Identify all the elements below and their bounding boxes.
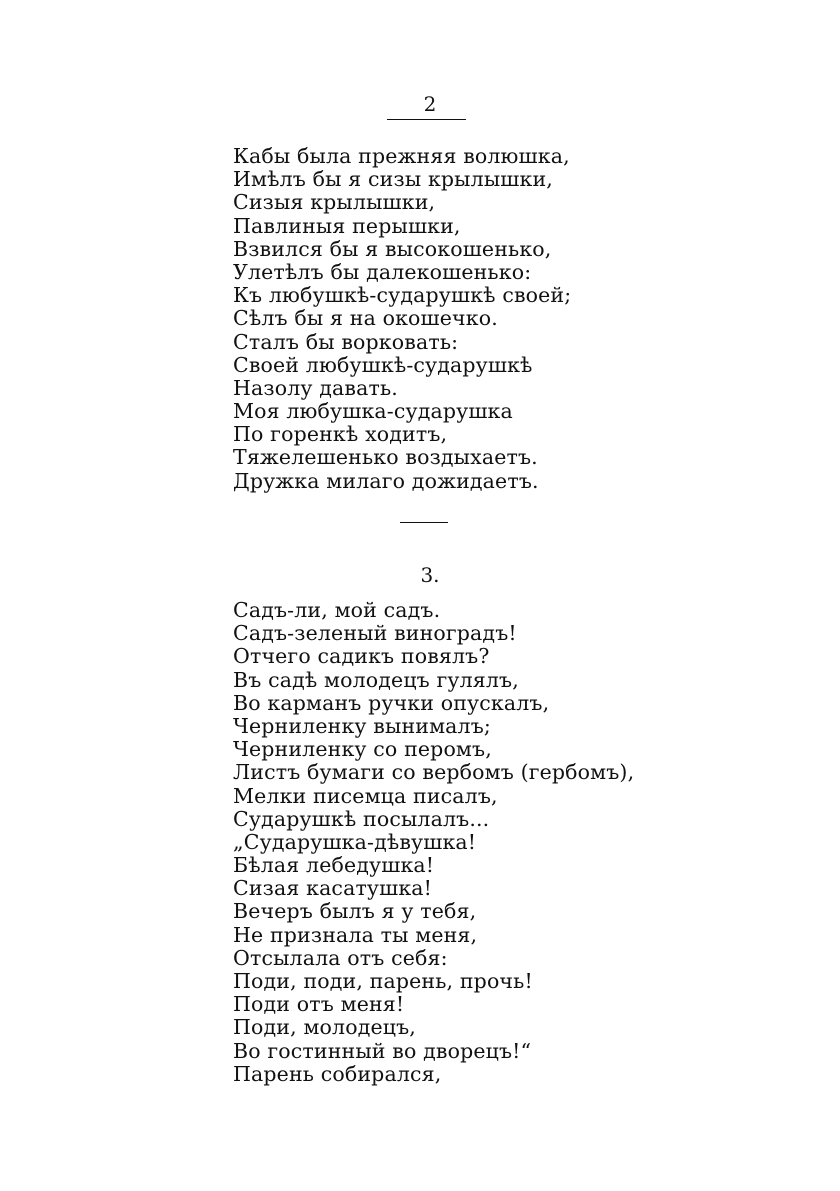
section-number: 3. (420, 563, 440, 587)
poem-line: Къ любушкѣ-сударушкѣ своей; (233, 283, 572, 308)
poem-line: Сударушкѣ посылалъ... (233, 806, 490, 831)
poem-line: Въ садѣ молодецъ гулялъ, (233, 667, 519, 692)
poem-line: Назолу давать. (233, 375, 398, 400)
poem-line: Моя любушка-сударушка (233, 399, 513, 424)
poem-line: Отчего садикъ повялъ? (233, 644, 490, 669)
poem-line: Поди, молодецъ, (233, 1015, 416, 1040)
poem-line: Поди отъ меня! (233, 992, 405, 1017)
poem-line: Не признала ты меня, (233, 922, 478, 947)
poem-line: Взвился бы я высокошенько, (233, 236, 552, 261)
poem-line: Сѣлъ бы я на окошечко. (233, 306, 498, 331)
section-divider (400, 522, 448, 523)
poem-line: „Сударушка-дѣвушка! (233, 829, 477, 854)
poem-3-stanza (233, 599, 634, 1086)
poem-line: По горенкѣ ходитъ, (233, 422, 448, 447)
poem-line: Поди, поди, парень, прочь! (233, 969, 533, 993)
poem-line: Своей любушкѣ-сударушкѣ (233, 352, 533, 377)
poem-line: Садъ-зеленый виноградъ! (233, 621, 517, 646)
poem-line: Сталъ бы ворковать: (233, 329, 459, 354)
poem-line: Сизыя крылышки, (233, 190, 436, 215)
poem-line: Во гостинный во дворецъ!“ (233, 1038, 532, 1063)
poem-line: Листъ бумаги со вербомъ (гербомъ), (233, 760, 635, 785)
poem-2-stanza (233, 145, 571, 493)
poem-line: Тяжелешенько воздыхаетъ. (233, 445, 538, 470)
poem-line: Черниленку вынималъ; (233, 713, 491, 738)
poem-line: Дружка милаго дожидаетъ. (233, 468, 539, 493)
poem-line: Сизая касатушка! (233, 876, 433, 901)
poem-line: Отсылала отъ себя: (233, 945, 448, 970)
section-number: 2 (423, 92, 437, 116)
poem-line: Кабы была прежняя волюшка, (233, 144, 570, 168)
poem-line: Черниленку со перомъ, (233, 737, 492, 762)
poem-line: Мелки писемца писалъ, (233, 783, 498, 808)
number-underline (387, 119, 466, 120)
poem-line: Во карманъ ручки опускалъ, (233, 690, 550, 715)
poem-line: Вечеръ былъ я у тебя, (233, 899, 477, 924)
poem-line: Парень собирался, (233, 1061, 442, 1086)
poem-line: Улетѣлъ бы далекошенько: (233, 259, 532, 284)
poem-line: Бѣлая лебедушка! (233, 853, 435, 878)
poem-line: Имѣлъ бы я сизы крылышки, (233, 167, 553, 192)
poem-line: Садъ-ли, мой садъ. (233, 598, 441, 622)
poem-line: Павлиныя перышки, (233, 213, 461, 238)
